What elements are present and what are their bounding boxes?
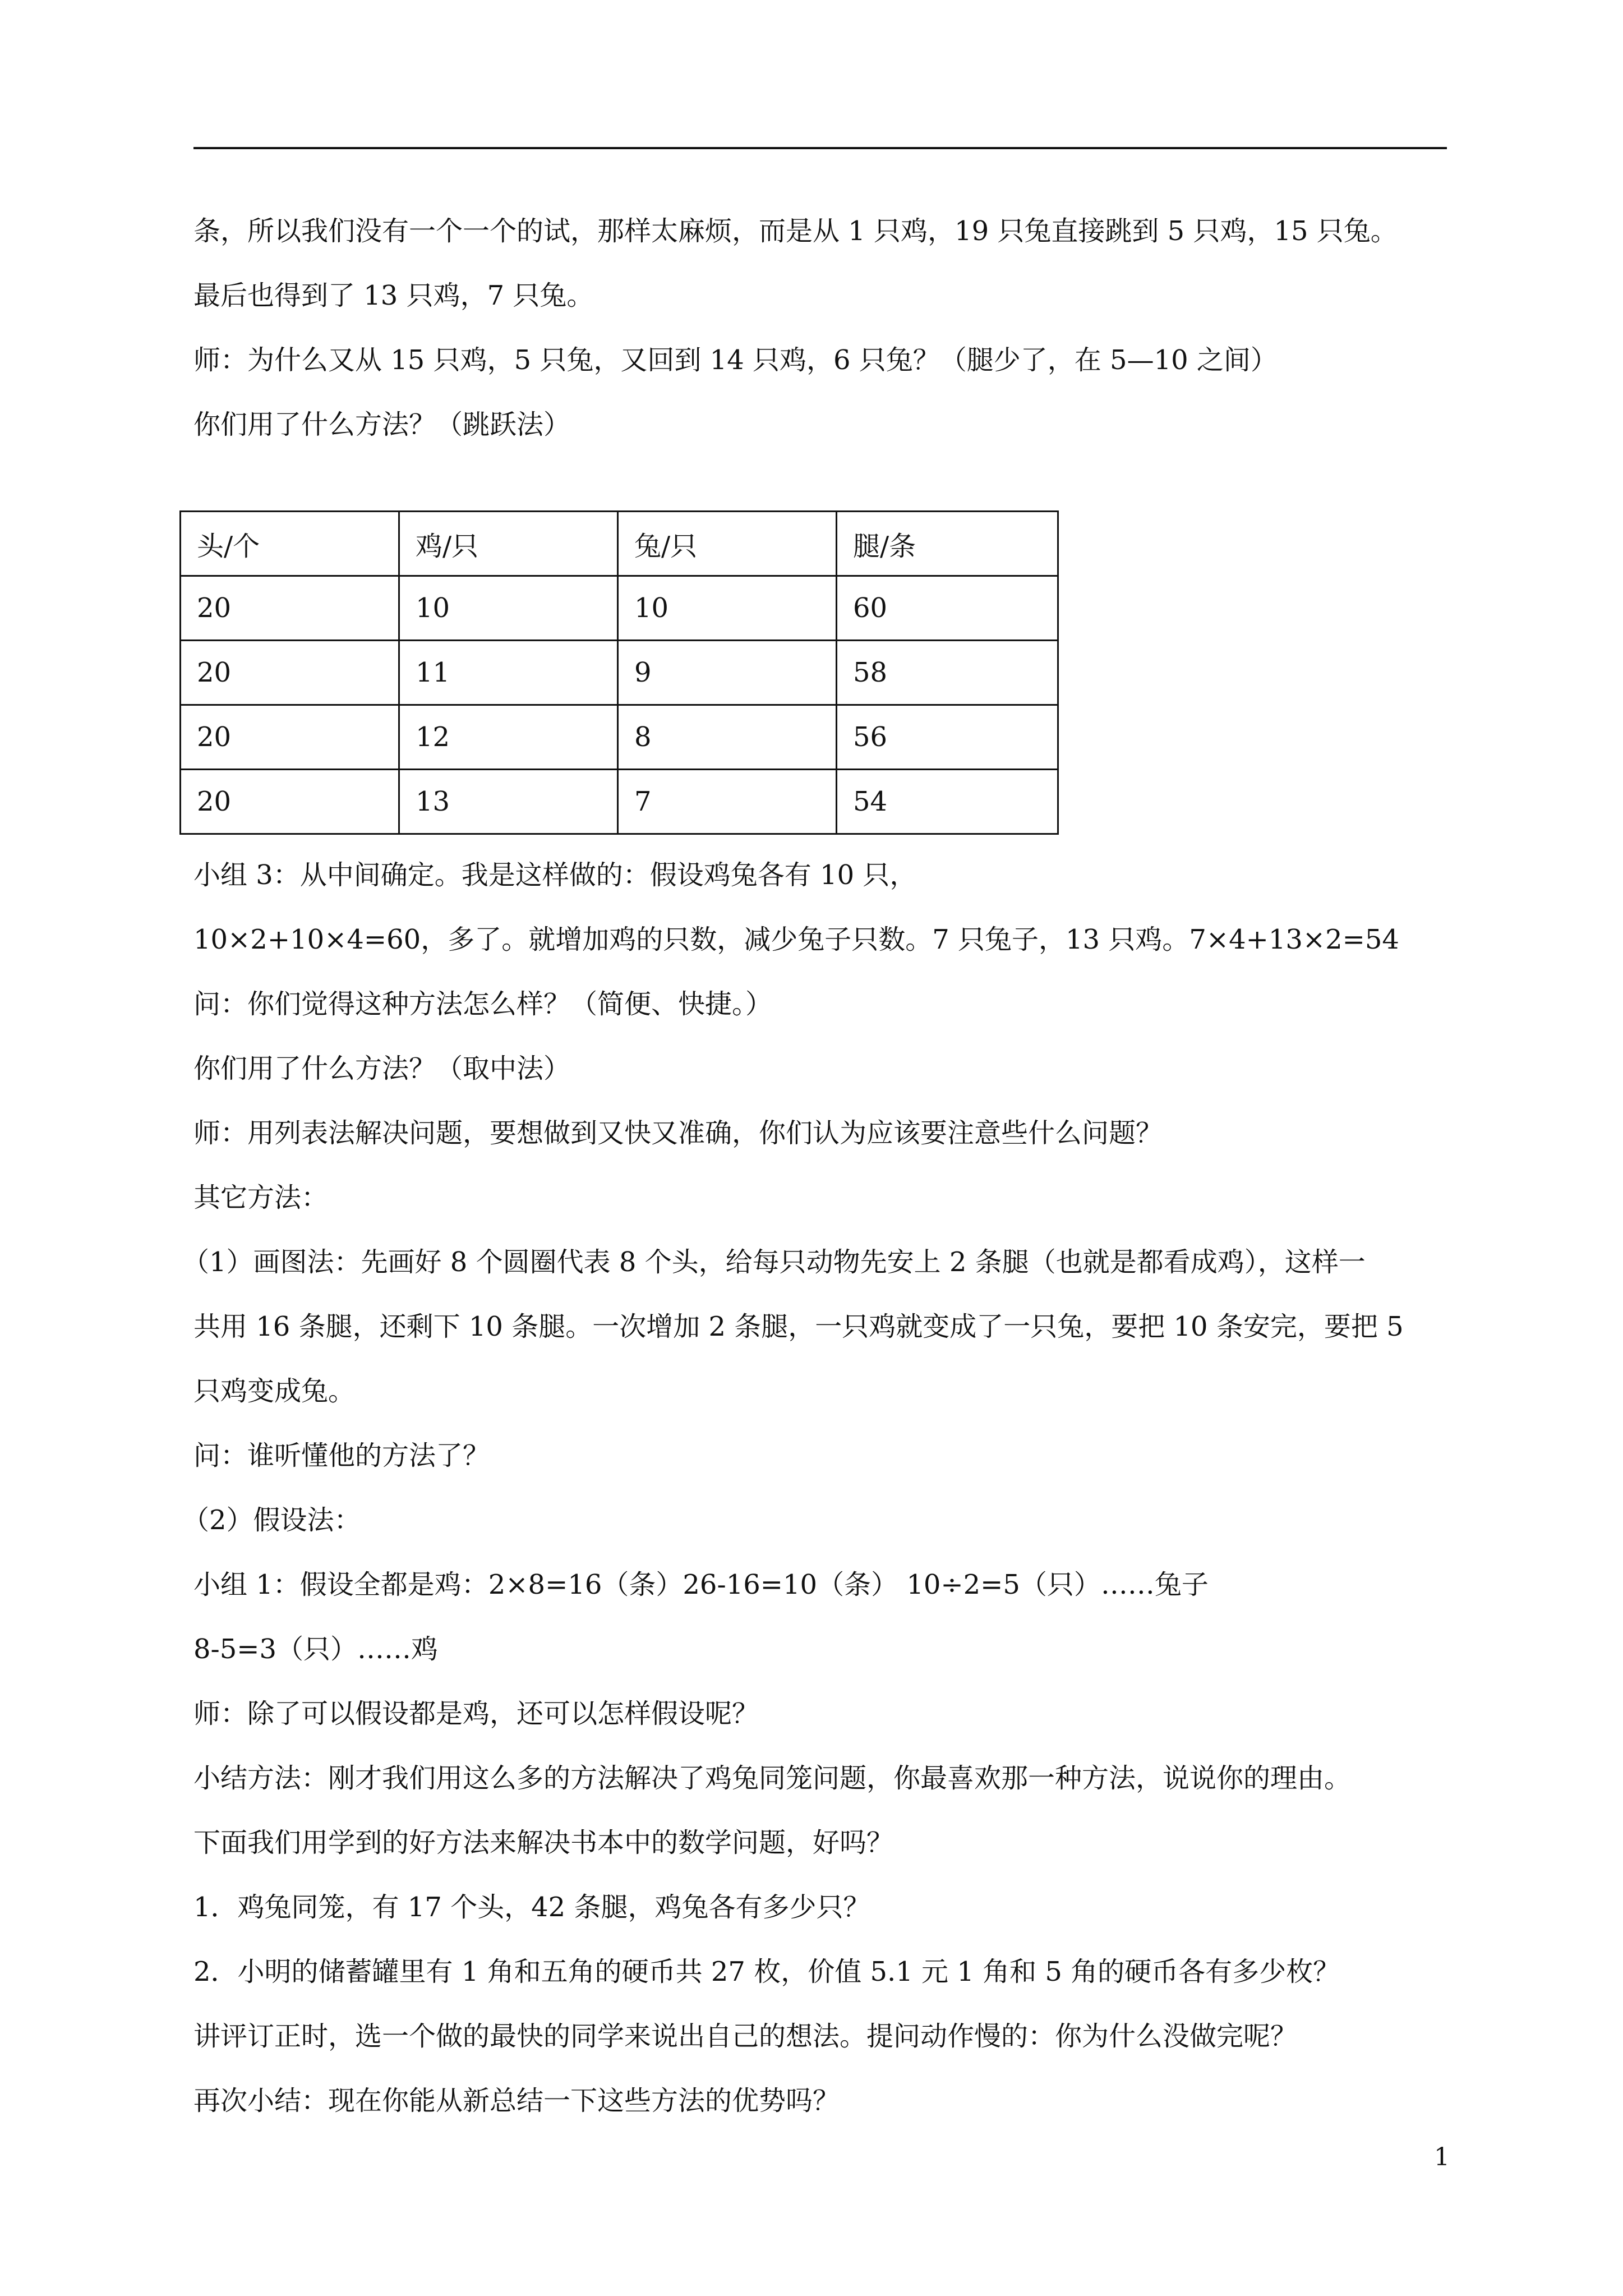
- paragraph-line: 2．小明的储蓄罐里有 1 角和五角的硬币共 27 枚，价值 5.1 元 1 角和 5 角的硬币各有多少枚？: [193, 1956, 1340, 1987]
- paragraph-line: 小组 1：假设全都是鸡：2×8=16（条）26-16=10（条） 10÷2=5（只）……兔子: [193, 1569, 1209, 1600]
- table-cell: 58: [837, 641, 1058, 705]
- paragraph-line: 再次小结：现在你能从新总结一下这些方法的优势吗？: [193, 2085, 840, 2116]
- paragraph-line: 小组 3：从中间确定。我是这样做的：假设鸡兔各有 10 只，: [193, 859, 917, 891]
- table-row: [181, 770, 1058, 834]
- table-cell: 13: [399, 770, 618, 834]
- paragraph-line: 小结方法：刚才我们用这么多的方法解决了鸡兔同笼问题，你最喜欢那一种方法，说说你的理由。: [193, 1763, 1352, 1794]
- table-header-row: [181, 512, 1058, 576]
- paragraph-line: 条，所以我们没有一个一个的试，那样太麻烦，而是从 1 只鸡，19 只兔直接跳到 5 只鸡，15 只兔。: [193, 215, 1398, 247]
- paragraph-line: 师：用列表法解决问题，要想做到又快又准确，你们认为应该要注意些什么问题？: [193, 1117, 1163, 1149]
- header-rule: [193, 147, 1447, 149]
- paragraph-line: 问：谁听懂他的方法了？: [193, 1440, 490, 1471]
- table-cell: 20: [181, 705, 399, 770]
- paragraph-line: 最后也得到了 13 只鸡，7 只兔。: [193, 280, 594, 311]
- table-row: [181, 705, 1058, 770]
- table-cell: 10: [399, 576, 618, 641]
- page-number: 1: [1434, 2143, 1450, 2171]
- table-cell: 9: [618, 641, 837, 705]
- paragraph-line: 其它方法：: [193, 1182, 329, 1213]
- table-row: [181, 576, 1058, 641]
- paragraph-line: （2）假设法：: [182, 1504, 361, 1536]
- table-cell: 56: [837, 705, 1058, 770]
- data-table: [179, 510, 1059, 835]
- table-cell: 11: [399, 641, 618, 705]
- paragraph-line: 下面我们用学到的好方法来解决书本中的数学问题，好吗？: [193, 1827, 894, 1858]
- paragraph-line: 8-5=3（只）……鸡: [193, 1634, 439, 1665]
- paragraph-line: 1．鸡兔同笼，有 17 个头，42 条腿，鸡兔各有多少只？: [193, 1892, 870, 1923]
- paragraph-line: 共用 16 条腿，还剩下 10 条腿。一次增加 2 条腿，一只鸡就变成了一只兔，要把 10 条安完，要把 5: [193, 1311, 1404, 1342]
- paragraph-line: 讲评订正时，选一个做的最快的同学来说出自己的想法。提问动作慢的：你为什么没做完呢？: [193, 2021, 1298, 2052]
- paragraph-line: 问：你们觉得这种方法怎么样？（简便、快捷。）: [193, 988, 773, 1020]
- table-header-cell: 鸡/只: [399, 512, 618, 576]
- table-cell: 60: [837, 576, 1058, 641]
- paragraph-line: 师：为什么又从 15 只鸡，5 只兔，又回到 14 只鸡，6 只兔？（腿少了，在 5—10 之间）: [193, 344, 1278, 376]
- table-header-cell: 头/个: [181, 512, 399, 576]
- table-cell: 10: [618, 576, 837, 641]
- table-cell: 8: [618, 705, 837, 770]
- table-header-cell: 兔/只: [618, 512, 837, 576]
- table-header-cell: 腿/条: [837, 512, 1058, 576]
- table-cell: 20: [181, 576, 399, 641]
- paragraph-line: 只鸡变成兔。: [193, 1375, 356, 1407]
- table-row: [181, 641, 1058, 705]
- paragraph-line: 10×2+10×4=60，多了。就增加鸡的只数，减少兔子只数。7 只兔子，13 只鸡。7×4+13×2=54: [193, 924, 1399, 955]
- table-cell: 12: [399, 705, 618, 770]
- paragraph-line: （1）画图法：先画好 8 个圆圈代表 8 个头，给每只动物先安上 2 条腿（也就是都看成鸡），这样一: [182, 1246, 1366, 1278]
- table-cell: 7: [618, 770, 837, 834]
- paragraph-line: 你们用了什么方法？（跳跃法）: [193, 409, 571, 440]
- table-cell: 20: [181, 641, 399, 705]
- table-cell: 54: [837, 770, 1058, 834]
- table-cell: 20: [181, 770, 399, 834]
- paragraph-line: 师：除了可以假设都是鸡，还可以怎样假设呢？: [193, 1698, 759, 1729]
- paragraph-line: 你们用了什么方法？（取中法）: [193, 1053, 571, 1084]
